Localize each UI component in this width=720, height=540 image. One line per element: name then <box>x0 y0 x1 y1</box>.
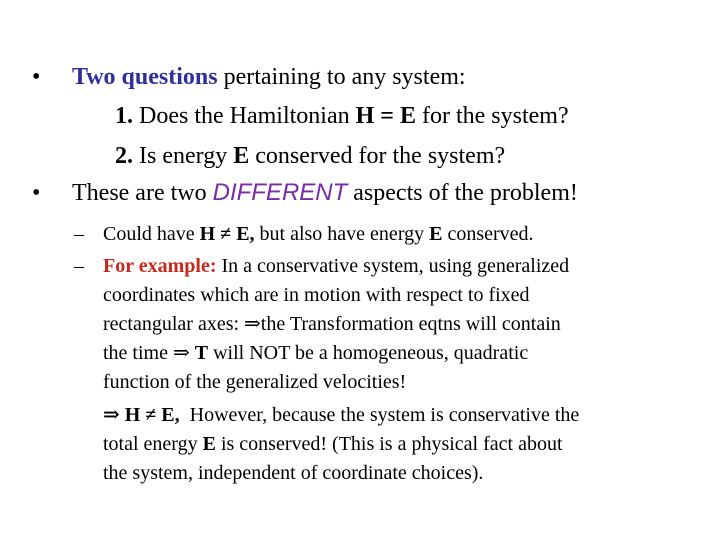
example-line-7 <box>103 432 563 457</box>
example-line-4 <box>103 341 528 366</box>
example-line-1 <box>103 254 569 279</box>
example-line-1-text: In a conservative system, using generalized <box>216 255 570 277</box>
could-have-text-c: conserved. <box>442 223 534 245</box>
example-line-7-text-b: is conserved! (This is a physical fact about <box>215 433 563 455</box>
example-label: For example: <box>103 255 217 277</box>
different-text-a: These are two <box>72 180 213 206</box>
example-line-2: coordinates which are in motion with respect to fixed <box>103 284 530 306</box>
subbullet-could-have <box>103 222 534 247</box>
example-line-6-implies: ⇒ H ≠ E, <box>103 404 180 426</box>
example-line-6-text: However, because the system is conservative the <box>179 404 580 426</box>
dash-marker: – <box>74 223 84 245</box>
question-2-number: 2. <box>115 143 133 169</box>
example-line-5: function of the generalized velocities! <box>103 371 407 393</box>
question-2 <box>115 141 505 171</box>
dash-marker: – <box>74 255 84 277</box>
could-have-text-b: but also have energy <box>254 223 430 245</box>
example-line-7-energy: E <box>202 433 216 455</box>
question-1-number: 1. <box>115 103 133 129</box>
could-have-text-a: Could have <box>103 223 200 245</box>
different-text-b: aspects of the problem! <box>347 180 578 206</box>
could-have-energy: E <box>429 223 443 245</box>
two-questions-lead: Two questions <box>72 64 218 90</box>
example-line-3: rectangular axes: ⇒the Transformation eqtns will contain <box>103 313 561 335</box>
question-2-text-b: conserved for the system? <box>249 143 506 169</box>
example-line-4-kinetic: T <box>194 342 209 364</box>
question-1-text-b: for the system? <box>415 103 569 129</box>
example-line-7-text-a: total energy <box>103 433 203 455</box>
could-have-inequality: H ≠ E, <box>199 223 255 245</box>
question-1-equation: H = E <box>355 103 416 129</box>
bullet-two-questions <box>72 62 466 92</box>
example-line-8: the system, independent of coordinate choices). <box>103 462 484 484</box>
bullet-marker: • <box>32 180 41 206</box>
bullet-different-aspects <box>72 178 578 208</box>
different-emphasis: DIFFERENT <box>212 179 348 206</box>
example-line-6 <box>103 403 579 428</box>
bullet-marker: • <box>32 64 41 90</box>
example-line-4-text-a: the time ⇒ <box>103 342 195 364</box>
example-line-4-text-b: will NOT be a homogeneous, quadratic <box>208 342 529 364</box>
question-1 <box>115 101 569 131</box>
question-1-text-a: Does the Hamiltonian <box>133 103 356 129</box>
question-2-energy: E <box>233 143 250 169</box>
two-questions-rest: pertaining to any system: <box>217 64 466 90</box>
question-2-text-a: Is energy <box>133 143 234 169</box>
